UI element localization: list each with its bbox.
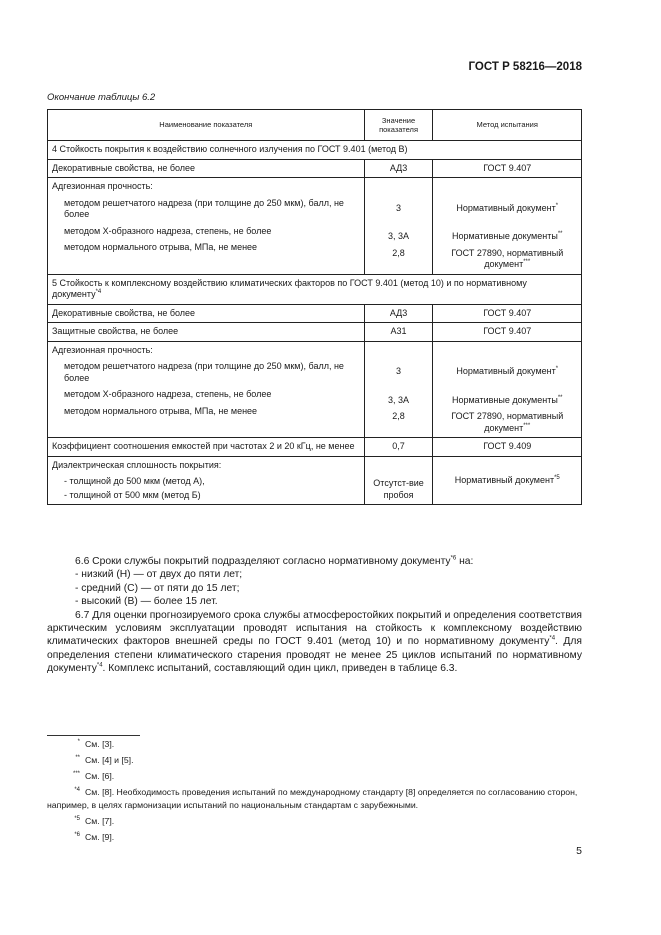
cell-value: 0,7: [364, 438, 433, 457]
footnote-ref: **: [557, 231, 563, 237]
cell-method: ГОСТ 9.409: [433, 438, 582, 457]
cell-method: [433, 341, 582, 438]
adhesion-value: 2,8: [392, 247, 405, 258]
adhesion-title: Адгезионная прочность:: [52, 181, 153, 191]
adhesion-value: 3, 3А: [388, 231, 410, 241]
footnote-ref: *4: [96, 662, 103, 669]
adhesion-method: Нормативные документы: [451, 231, 558, 241]
cell-name: [48, 178, 365, 275]
table-header-row: [48, 110, 582, 141]
footnote-ref: *: [555, 202, 559, 209]
body-text: [47, 555, 582, 676]
spec-table: [47, 109, 582, 505]
footnote-ref: ***: [523, 259, 531, 265]
dielectric-item: - толщиной от 500 мкм (метод Б): [64, 489, 201, 500]
cell-name: Коэффициент соотношения емкостей при частотах 2 и 20 кГц, не менее: [48, 438, 365, 457]
cell-method: ГОСТ 9.407: [433, 323, 582, 342]
paragraph-6-7: 6.7 Для оценки прогнозируемого срока службы атмосферостойких покрытий и определения соответствия арктическим условиям эксплуатации проводят испытания на стойкость к комплексному воздействию климатических факторов внешней среды по ГОСТ 9.401 (метод 10) и по нормативному документу$^{*4}$. Для определения степени климатического старения проводят не менее 25 циклов испытаний по нормативному документу$^{*4}$. Комплекс испытаний, составляющий один цикл, приведен в таблице 6.3.: [47, 609, 582, 675]
section-4-title: 4 Стойкость покрытия к воздействию солнечного излучения по ГОСТ 9.401 (метод В): [48, 141, 582, 160]
page-number: 5: [576, 845, 582, 857]
list-item: - средний (С) — от пяти до 15 лет;: [75, 582, 240, 594]
footnote-ref: *4: [95, 289, 102, 295]
table-row: [48, 304, 582, 323]
cell-name: Декоративные свойства, не более: [48, 304, 365, 323]
footnote-ref: **: [557, 394, 563, 401]
standard-header: ГОСТ Р 58216—2018: [468, 61, 582, 73]
cell-method: ГОСТ 9.407: [433, 159, 582, 178]
adhesion-item: методом нормального отрыва, МПа, не менее: [64, 242, 258, 252]
footnote: $^{*5}$ См. [7].: [74, 816, 115, 826]
footnote: * См. [3].: [77, 739, 115, 749]
table-row: [48, 456, 582, 505]
cell-name: Защитные свойства, не более: [48, 323, 365, 342]
adhesion-item: методом решетчатого надреза (при толщине до 250 мкм), балл, не более: [64, 197, 344, 219]
footnote: $^{*4}$ См. [8]. Необходимость проведения испытаний по международному стандарту [8] определяется по согласованию сторон, например, в целях гармонизации испытаний по национальным стандартам с зарубежными.: [47, 787, 578, 810]
adhesion-method: Нормативный документ: [456, 366, 556, 376]
cell-value: А31: [364, 323, 433, 342]
table-row: [48, 323, 582, 342]
adhesion-method: ГОСТ 27890, нормативный документ: [451, 411, 564, 433]
table-row: [48, 274, 582, 304]
adhesion-method: Нормативные документы: [451, 394, 558, 405]
footnote-ref: *: [555, 366, 559, 372]
adhesion-value: 3, 3А: [388, 394, 410, 405]
cell-value: Отсутст-вие пробоя: [364, 456, 433, 505]
adhesion-value: 3: [396, 202, 402, 213]
cell-value: АД3: [364, 159, 433, 178]
list-item: - низкий (Н) — от двух до пяти лет;: [75, 569, 243, 581]
footnote-ref: ***: [523, 422, 531, 429]
cell-value: [364, 341, 433, 438]
dielectric-item: - толщиной до 500 мкм (метод А),: [64, 476, 205, 486]
table-row: [48, 438, 582, 457]
footnote-divider: [47, 735, 140, 736]
adhesion-item: методом Х-образного надреза, степень, не более: [64, 389, 272, 399]
table-caption: Окончание таблицы 6.2: [47, 92, 156, 103]
cell-value: АД3: [364, 304, 433, 323]
table-row: [48, 159, 582, 178]
footnote: ** См. [4] и [5].: [75, 755, 134, 765]
footnote-ref: *4: [549, 636, 556, 643]
cell-method: Нормативный документ$^{*5}$: [433, 456, 582, 505]
cell-name: Декоративные свойства, не более: [48, 159, 365, 178]
footnote: *** См. [6].: [72, 771, 115, 781]
col-header-name: Наименование показателя: [48, 110, 365, 141]
cell-value: [364, 178, 433, 275]
footnote-ref: *5: [554, 474, 560, 481]
adhesion-item: методом нормального отрыва, МПа, не менее: [64, 405, 258, 416]
col-header-value: Значение показателя: [364, 110, 433, 141]
table-row: [48, 141, 582, 160]
col-header-method: Метод испытания: [433, 110, 582, 141]
adhesion-title: Адгезионная прочность:: [52, 344, 153, 355]
adhesion-value: 3: [396, 366, 402, 376]
adhesion-method: Нормативный документ: [456, 202, 556, 213]
section-5-title: 5 Стойкость к комплексному воздействию климатических факторов по ГОСТ 9.401 (метод 10) и по нормативному документу$^{*4}$: [48, 274, 582, 304]
table-row: [48, 178, 582, 275]
cell-name: [48, 341, 365, 438]
table-row: [48, 341, 582, 438]
paragraph-6-6: 6.6 Сроки службы покрытий подразделяют согласно нормативному документу$^{*6}$ на:: [75, 555, 474, 567]
cell-method: ГОСТ 9.407: [433, 304, 582, 323]
adhesion-item: методом решетчатого надреза (при толщине до 250 мкм), балл, не более: [64, 361, 344, 383]
dielectric-title: Диэлектрическая сплошность покрытия:: [52, 459, 222, 470]
adhesion-value: 2,8: [392, 411, 405, 421]
adhesion-method: ГОСТ 27890, нормативный документ: [451, 247, 564, 269]
footnote: $^{*6}$ См. [9].: [74, 832, 115, 842]
adhesion-item: методом Х-образного надреза, степень, не более: [64, 225, 272, 236]
cell-method: [433, 178, 582, 275]
cell-name: [48, 456, 365, 505]
list-item: - высокий (В) — более 15 лет.: [75, 596, 218, 608]
footnote-ref: *6: [450, 555, 457, 562]
